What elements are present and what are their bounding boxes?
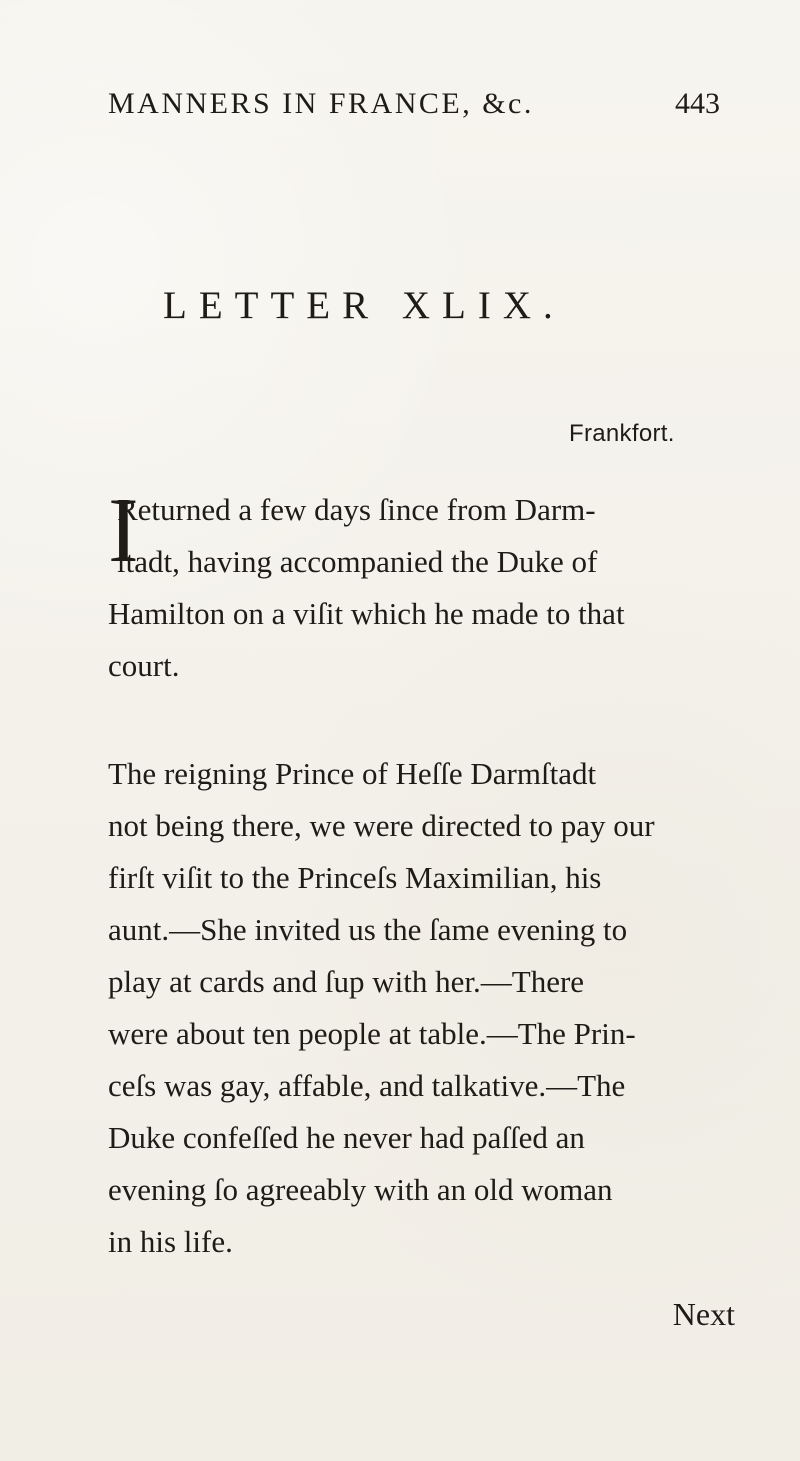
opening-paragraph-indented-lines: Returned a few days ſince from Darm- ſtadt, having accompanied the Duke of <box>117 492 598 579</box>
opening-paragraph-rest: Hamilton on a viſit which he made to that court. <box>108 596 625 683</box>
running-head <box>108 84 720 124</box>
page-number: 443 <box>675 87 720 120</box>
letter-heading: LETTER XLIX. <box>163 284 565 327</box>
body-paragraph: The reigning Prince of Heſſe Darmſtadt not being there, we were directed to pay our firſt viſit to the Princeſs Maximilian, his aunt.—She invited us the ſame evening to play at cards and ſup with her.—There were about ten people at table.—The Prin- ceſs was gay, affable, and talkative.—The Duke confeſſed he never had paſſed an evening ſo agreeably with an old woman in his life. <box>108 756 655 1259</box>
drop-cap: I <box>108 479 139 581</box>
catchword: Next <box>672 1296 735 1332</box>
running-title: MANNERS IN FRANCE, &c. <box>108 87 534 120</box>
letter-place: Frankfort. <box>569 420 675 447</box>
